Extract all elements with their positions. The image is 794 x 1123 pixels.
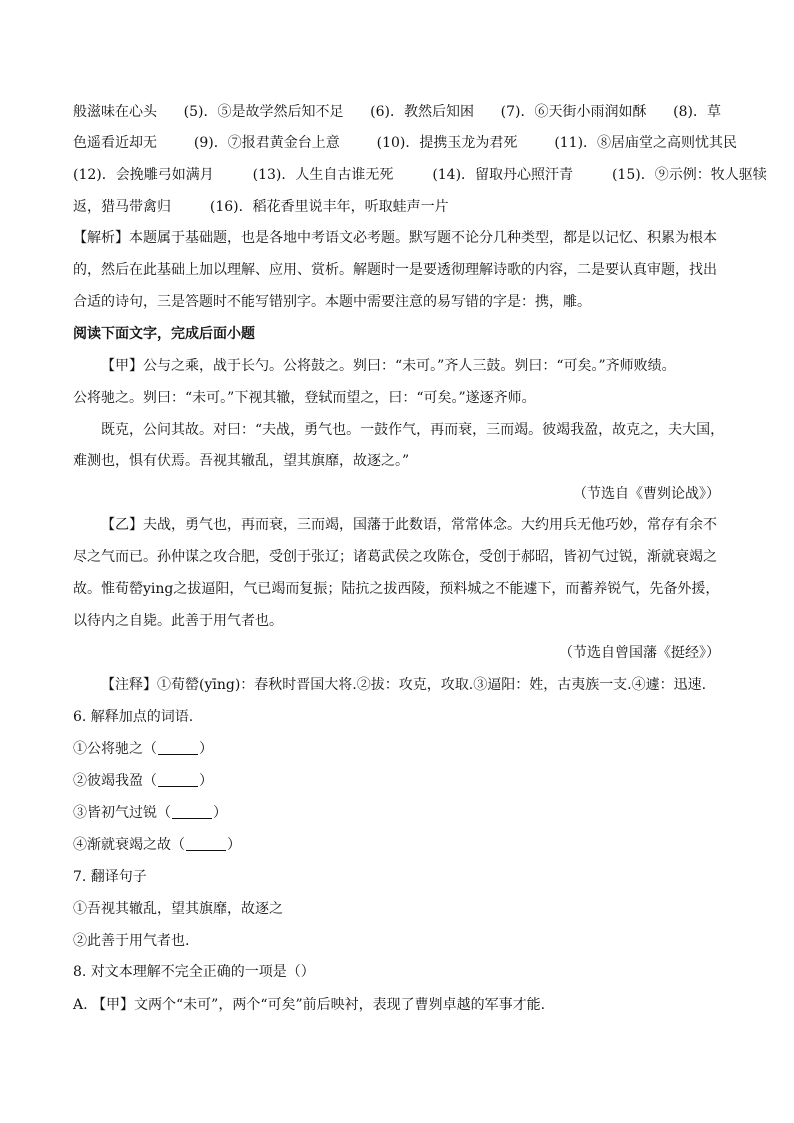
answer-text: (10)．提携玉龙为君死	[376, 135, 518, 151]
passage-yi-line-1: 【乙】夫战，勇气也，再而衰，三而竭，国藩于此数语，常常体念。大约用兵无他巧妙，常存有余不	[101, 517, 717, 533]
answer-text: (16)．稻花香里说丰年，听取蛙声一片	[209, 199, 449, 215]
answer-blank	[158, 742, 198, 755]
analysis-line-2: 的，然后在此基础上加以理解、应用、赏析。解题时一是要透彻理解诗歌的内容，二是要认真审题，找出	[73, 262, 717, 278]
item-text: ①公将驰之（	[73, 741, 157, 757]
answer-blank	[186, 838, 226, 851]
passage-yi-line-4: 以待内之自毙。此善于用气者也。	[73, 613, 283, 629]
passage-yi-line-2: 尽之气而已。孙仲谋之攻合肥，受创于张辽；诸葛武侯之攻陈仓，受创于郝昭，皆初气过锐，渐就衰竭之	[73, 549, 717, 565]
passage-jia-line-3: 既克，公问其故。对曰：“夫战，勇气也。一鼓作气，再而衰，三而竭。彼竭我盈，故克之，夫大国，	[101, 422, 725, 438]
passage-jia-line-4: 难测也，惧有伏焉。吾视其辙乱，望其旗靡，故逐之。”	[73, 453, 410, 469]
section-title: 阅读下面文字，完成后面小题	[73, 326, 255, 342]
analysis-line-3: 合适的诗句，三是答题时不能写错别字。本题中需要注意的易写错的字是：携，雕。	[73, 294, 591, 310]
passage-jia-line-2: 公将驰之。刿曰：“未可。”下视其辙，登轼而望之，曰：“可矣。”遂逐齐师。	[73, 390, 536, 406]
answer-line-3	[73, 166, 767, 184]
item-close: ）	[227, 837, 241, 853]
answer-text: (11)．⑧居庙堂之高则忧其民	[554, 135, 738, 151]
answer-text: (12)．会挽雕弓如满月	[73, 167, 214, 183]
item-text: ④渐就衰竭之故（	[73, 837, 185, 853]
answer-blank	[172, 806, 212, 819]
question-6-item	[73, 804, 227, 822]
passage-jia-line-1: 【甲】公与之乘，战于长勺。公将鼓之。刿曰：“未可。”齐人三鼓。刿曰：“可矣。”齐师败绩。	[101, 358, 676, 374]
question-6-stem: 6. 解释加点的词语.	[73, 709, 194, 725]
item-close: ）	[213, 805, 227, 821]
item-text: ②彼竭我盈（	[73, 773, 157, 789]
answer-line-1	[73, 103, 721, 121]
question-8-stem: 8. 对文本理解不完全正确的一项是（）	[73, 964, 315, 980]
item-text: ③皆初气过锐（	[73, 805, 171, 821]
answer-text: (7)．⑥天街小雨润如酥	[500, 104, 647, 120]
answer-text: (8)．草	[673, 104, 721, 120]
question-7-item: ①吾视其辙乱，望其旗靡，故逐之	[73, 901, 283, 917]
item-close: ）	[199, 741, 213, 757]
passage-yi-line-3: 故。惟荀罃ying之拔逼阳，气已竭而复振；陆抗之拔西陵，预料城之不能遽下，而蓄养锐气，先备外援，	[73, 581, 720, 597]
answer-text: (14)．留取丹心照汗青	[432, 167, 574, 183]
answer-text: (13)．人生自古谁无死	[252, 167, 394, 183]
question-6-item	[73, 836, 241, 854]
answer-text: (9)．⑦报君黄金台上意	[193, 135, 340, 151]
answer-line-4	[73, 198, 449, 216]
analysis-line-1: 【解析】本题属于基础题，也是各地中考语文必考题。默写题不论分几种类型，都是以记忆、积累为根本	[73, 230, 717, 246]
answer-line-2	[73, 134, 738, 152]
source-jia: （节选自《曹刿论战》）	[573, 486, 720, 502]
answer-text: (15)．⑨示例：牧人驱犊	[611, 167, 767, 183]
item-close: ）	[199, 773, 213, 789]
source-yi: （节选自曾国藩《挺经》）	[559, 645, 720, 661]
answer-text: 色遥看近却无	[73, 135, 157, 151]
question-8-option-a: A. 【甲】文两个“未可”，两个“可矣”前后映衬，表现了曹刿卓越的军事才能.	[73, 997, 546, 1013]
question-6-item	[73, 772, 213, 790]
question-6-item	[73, 740, 213, 758]
answer-text: 般滋味在心头	[73, 104, 157, 120]
answer-text: (5)．⑤是故学然后知不足	[183, 104, 344, 120]
answer-text: 返，猎马带禽归	[73, 199, 171, 215]
answer-text: (6)．教然后知困	[370, 104, 474, 120]
answer-blank	[158, 774, 198, 787]
question-7-item: ②此善于用气者也.	[73, 933, 190, 949]
question-7-stem: 7. 翻译句子	[73, 869, 147, 885]
annotation-note: 【注释】①荀罃(yīng)：春秋时晋国大将.②拔：攻克，攻取.③逼阳：姓，古夷族一支.④遽：迅速.	[101, 677, 707, 693]
